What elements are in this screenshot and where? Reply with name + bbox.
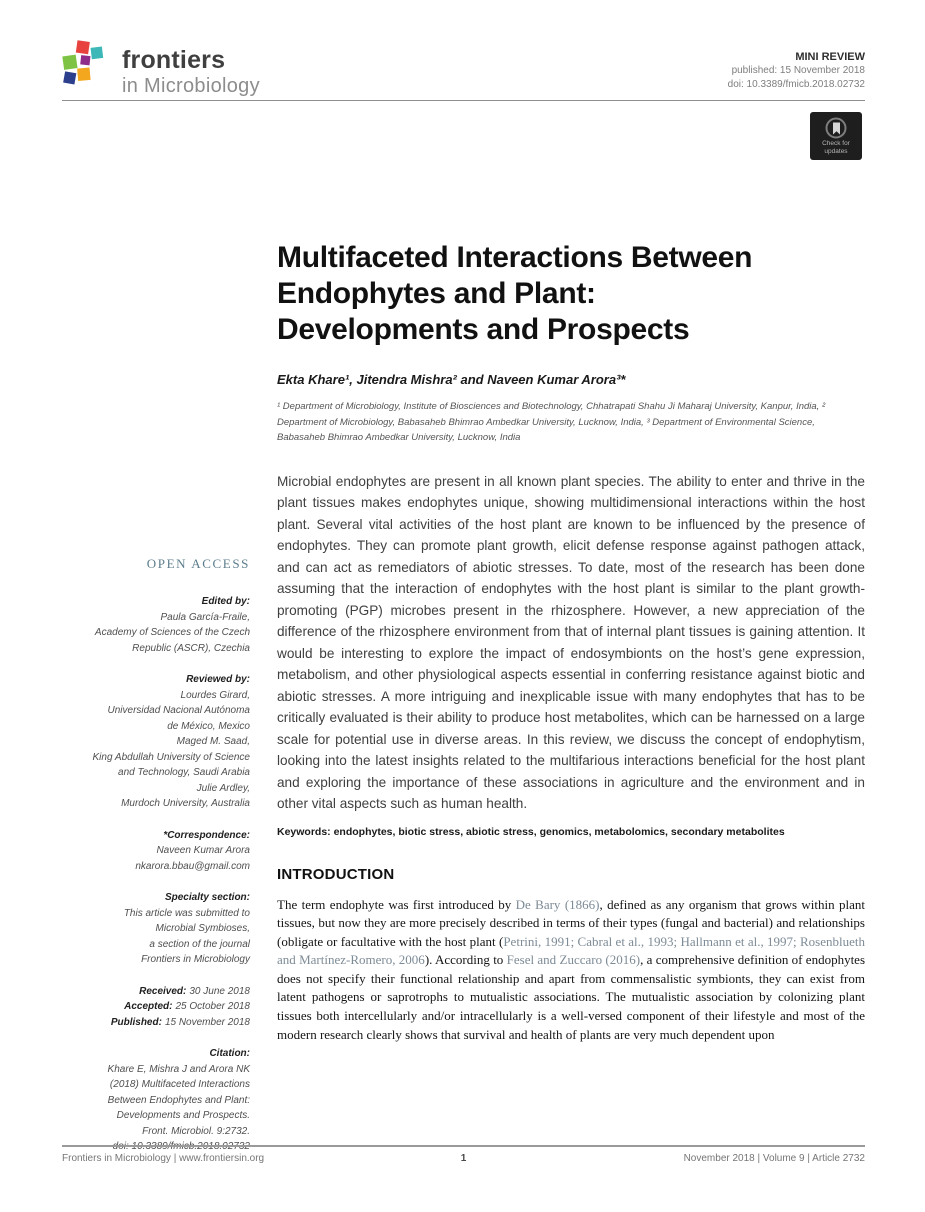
citation-lines: Khare E, Mishra J and Arora NK (2018) Multifaceted Interactions Between Endophytes and Plant: Developments and Prospects. Front. Microbiol. 9:2732. xyxy=(107,1063,250,1137)
frontiers-logo xyxy=(62,40,260,96)
article-dates xyxy=(62,984,250,1031)
brand-journal-name: in Microbiology xyxy=(122,75,260,97)
correspondence-label: *Correspondence: xyxy=(163,829,250,841)
keywords-line: Keywords: endophytes, biotic stress, abiotic stress, genomics, metabolomics, secondary metabolites xyxy=(277,825,785,838)
correspondence-section xyxy=(62,828,250,875)
header-meta xyxy=(728,50,865,92)
edited-by-section xyxy=(62,594,250,656)
introduction-heading: INTRODUCTION xyxy=(277,865,395,883)
citation-section xyxy=(62,1046,250,1155)
frontiers-cubes-icon xyxy=(62,40,114,96)
article-title: Multifaceted Interactions Between Endophytes and Plant: Developments and Prospects xyxy=(277,241,753,346)
received-date: Received: 30 June 2018 xyxy=(139,985,250,997)
footer-divider xyxy=(62,1145,865,1147)
correspondence-email-link[interactable]: nkarora.bbau@gmail.com xyxy=(135,860,250,872)
article-type: MINI REVIEW xyxy=(795,51,865,63)
specialty-section xyxy=(62,890,250,968)
brand-frontiers: frontiers xyxy=(122,46,226,74)
abstract-text: Microbial endophytes are present in all known plant species. The ability to enter and thrive in the plant tissues makes endophytes unique, showing multidimensional interactions within the host plant. Several vital activities of the host plant are known to be influenced by the presence of endophytes. They can promote plant growth, elicit defense response against pathogen attack, and can act as remediators of abiotic stresses. To date, most of the research has been done assuming that the interaction of endophytes with the host plant is similar to the plant growth-promoting (PGP) microbes present in the rhizosphere. However, a new appreciation of the difference of the rhizosphere environment from that of internal plant tissues is gaining attention. It would be interesting to explore the impact of endosymbionts on the host’s gene expression, metabolism, and other physiological aspects essential in conferring resistance against biotic and abiotic stresses. A more intriguing and inexplicable issue with many endophytes that has to be critically evaluated is their ability to produce host metabolites, which can be harnessed on a large scale for potential use in diverse areas. In this review, we discuss the concept of endophytism, looking into the latest insights related to the multifarious interactions beneficial for the host plant and exploring the importance of these associations in agriculture and the environment and in other vital aspects such as human health. xyxy=(277,473,865,811)
affiliations: ¹ Department of Microbiology, Institute of Biosciences and Biotechnology, Chhatrapati Shahu Ji Maharaj University, Kanpur, India, ² Department of Microbiology, Babasaheb Bhimrao Ambedkar University, Lucknow, India, ³ Department of Environmental Science, Babasaheb Bhimrao Ambedkar University, Lucknow, India xyxy=(277,401,826,443)
page-number: 1 xyxy=(460,1153,467,1164)
doi: doi: 10.3389/fmicb.2018.02732 xyxy=(727,79,865,90)
reviewed-by-section xyxy=(62,672,250,812)
bookmark-circle-icon xyxy=(824,116,848,140)
article-sidebar xyxy=(62,556,250,1171)
accepted-date: Accepted: 25 October 2018 xyxy=(124,1001,250,1012)
published-date: published: 15 November 2018 xyxy=(731,65,865,76)
citation-label: Citation: xyxy=(209,1048,250,1059)
check-for-updates-button[interactable] xyxy=(810,112,862,160)
header-divider xyxy=(62,100,865,101)
footer-issue-info: November 2018 | Volume 9 | Article 2732 xyxy=(683,1153,865,1164)
published-date-side: Published: 15 November 2018 xyxy=(110,1016,250,1028)
correspondence-name: Naveen Kumar Arora xyxy=(156,845,250,856)
edited-by-names: Paula García-Fraile, Academy of Sciences of the Czech Republic (ASCR), Czechia xyxy=(94,611,250,654)
footer-journal-url: Frontiers in Microbiology | www.frontiersin.org xyxy=(62,1153,265,1164)
journal-brand xyxy=(122,48,260,96)
reviewed-by-label: Reviewed by: xyxy=(186,674,250,685)
edited-by-label: Edited by: xyxy=(201,596,250,607)
introduction-paragraph: The term endophyte was first introduced by De Bary (1866), defined as any organism that grows within plant tissues, but now they are more precisely described in terms of their types (fungal and bacterial) and relationships (obligate or facultative with the host plant (Petrini, 1991; Cabral et al., 1993; Hallmann et al., 1997; Rosenblueth and Martínez-Romero, 2006). According to Fesel and Zuccaro (2016), a comprehensive definition of endophytes does not specify their functional relationship and apart from commensalistic symbionts, they can exist from latent pathogens or saprotrophs to mutualistic associations. The mutualistic association by colonizing plant tissues both intercellularly and/or intracellularly is a well-versed component of their lifestyle and most of the modern research clearly shows that survival and health of plants are very much dependent upon xyxy=(277,896,866,1042)
reviewed-by-names: Lourdes Girard, Universidad Nacional Autónoma de México, Mexico Maged M. Saad, King Abdullah University of Science and Technology, Saudi Arabia Julie Ardley, Murdoch University, Australia xyxy=(92,689,250,809)
check-updates-label: Check for updates xyxy=(822,140,850,155)
specialty-label: Specialty section: xyxy=(164,892,250,903)
open-access-label: OPEN ACCESS xyxy=(146,556,250,571)
author-line: Ekta Khare¹, Jitendra Mishra² and Naveen Kumar Arora³* xyxy=(277,372,626,387)
article-main xyxy=(277,240,865,1044)
specialty-lines: This article was submitted to Microbial Symbioses, a section of the journal Frontiers in Microbiology xyxy=(123,907,250,965)
